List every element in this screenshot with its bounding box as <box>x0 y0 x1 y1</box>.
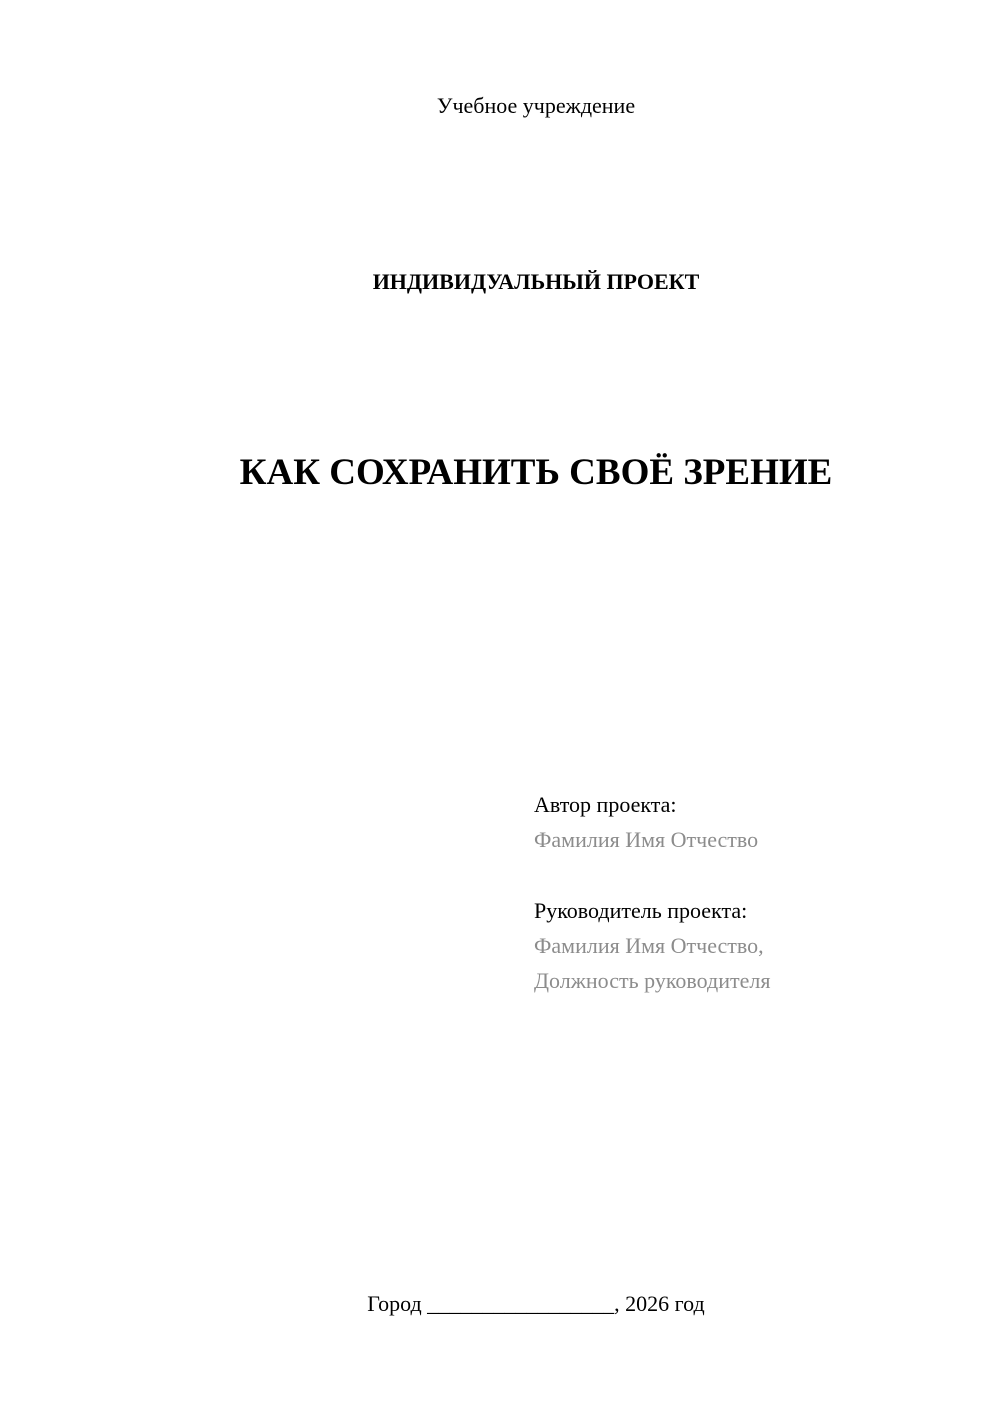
supervisor-name: Фамилия Имя Отчество, <box>534 933 764 958</box>
institution-name: Учебное учреждение <box>436 93 636 118</box>
project-title: КАК СОХРАНИТЬ СВОЁ ЗРЕНИЕ <box>239 452 833 493</box>
author-name: Фамилия Имя Отчество <box>534 827 759 852</box>
supervisor-label: Руководитель проекта: <box>534 898 748 923</box>
project-type-heading: ИНДИВИДУАЛЬНЫЙ ПРОЕКТ <box>372 269 700 294</box>
supervisor-position: Должность руководителя <box>534 968 771 993</box>
author-label: Автор проекта: <box>534 792 677 817</box>
credits-spacer <box>534 857 974 893</box>
credits-block <box>534 787 974 998</box>
city-year-line: Город _________________, 2026 год <box>367 1291 705 1316</box>
